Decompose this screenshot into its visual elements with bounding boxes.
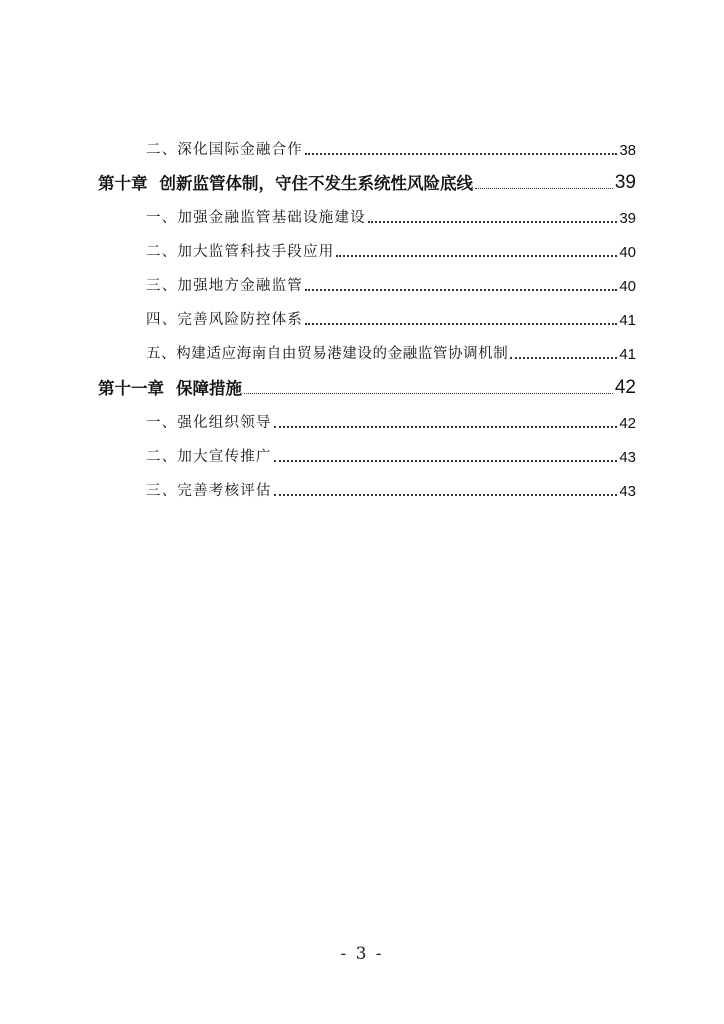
toc-entry-title: 二、加大监管科技手段应用 (146, 244, 335, 260)
toc-entry-title: 二、深化国际金融合作 (146, 142, 303, 158)
toc-chapter-number: 第十章 (98, 174, 148, 193)
toc-entry-title: 五、构建适应海南自由贸易港建设的金融监管协调机制 (146, 346, 509, 362)
toc-entry-section (146, 480, 636, 500)
toc-entry-page: 38 (619, 142, 636, 159)
toc-entry-title: 二、加大宣传推广 (146, 449, 272, 465)
toc-entry-page: 41 (619, 346, 636, 363)
toc-entry-page: 40 (619, 244, 636, 261)
toc-entry-page: 43 (619, 483, 636, 500)
toc-entry-section (146, 412, 636, 432)
toc-entry-title: 三、加强地方金融监管 (146, 278, 303, 294)
toc-entry-section (146, 309, 636, 329)
toc-entry-title: 保障措施 (176, 379, 242, 398)
toc-entry-title: 一、加强金融监管基础设施建设 (146, 210, 366, 226)
dot-leader (274, 426, 618, 428)
toc-entry-chapter (98, 170, 636, 194)
dot-leader (305, 153, 617, 155)
dot-leader (274, 460, 618, 462)
toc-entry-section (146, 343, 636, 363)
page-number-footer: - 3 - (340, 944, 384, 964)
dot-leader (368, 221, 618, 223)
toc-entry-section (146, 139, 636, 159)
toc-entry-page: 39 (614, 172, 636, 193)
toc-entry-page: 43 (619, 449, 636, 466)
dot-leader (305, 289, 617, 291)
toc-entry-section (146, 446, 636, 466)
dot-leader (475, 188, 613, 189)
toc-entry-page: 42 (614, 377, 636, 398)
dot-leader (274, 494, 618, 496)
toc-entry-chapter (98, 375, 636, 399)
toc-entry-section (146, 275, 636, 295)
toc-entry-title: 四、完善风险防控体系 (146, 312, 303, 328)
toc-entry-section (146, 241, 636, 261)
dot-leader (244, 393, 613, 394)
toc-entry-page: 39 (619, 210, 636, 227)
dot-leader (305, 323, 617, 325)
toc-entry-page: 40 (619, 278, 636, 295)
dot-leader (510, 357, 617, 359)
toc-entry-section (146, 207, 636, 227)
toc-chapter-number: 第十一章 (98, 379, 164, 398)
dot-leader (336, 255, 617, 257)
toc-entry-title: 一、强化组织领导 (146, 415, 272, 431)
toc-entry-title: 三、完善考核评估 (146, 483, 272, 499)
toc-entry-title: 创新监管体制，守住不发生系统性风险底线 (159, 174, 473, 193)
toc-entry-page: 41 (619, 312, 636, 329)
toc-entry-page: 42 (619, 415, 636, 432)
